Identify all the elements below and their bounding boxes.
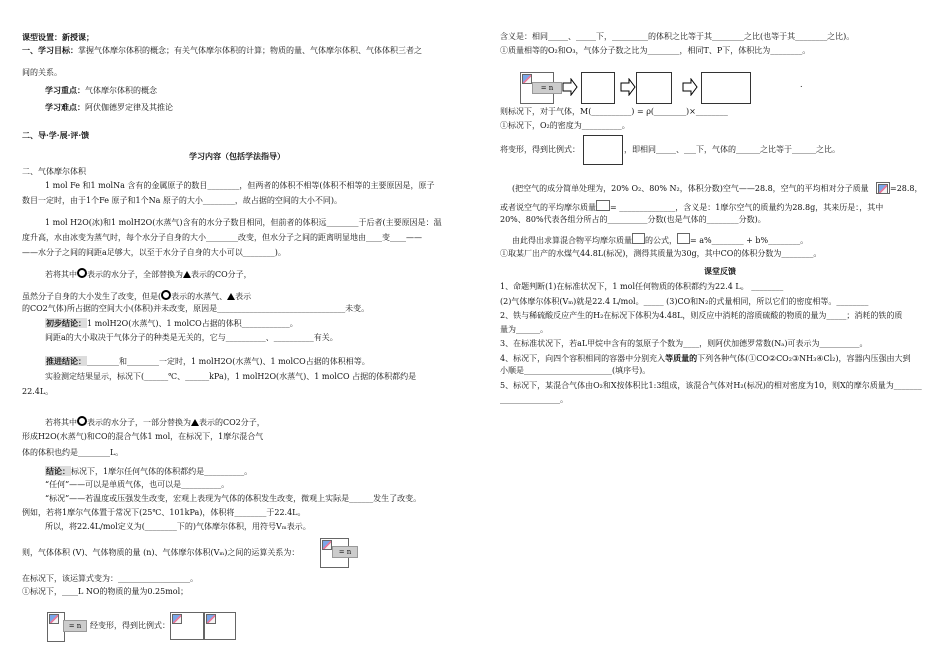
water-molecule-circle-icon (77, 268, 87, 278)
para-fe-na-cont: 数目一定时，由于1个Fe 原子和1个Na 原子的大小________，故占据的空间的大小不同)。 (22, 196, 343, 205)
co2-triangle-icon (227, 293, 235, 300)
mbar-image (596, 200, 610, 211)
goal-heading: 一、学习目标： (22, 45, 78, 55)
right-arrow-icon (562, 78, 578, 96)
example: 例如，若将1摩尔气体置于常况下(25℃、101kPa)，体积将________于22.4L。 (22, 508, 306, 517)
conclusion: 结论：标况下，1摩尔任何气体的体积都约是__________。 (46, 466, 253, 476)
feedback-5b: _______________。 (500, 395, 568, 404)
key-point (45, 85, 157, 96)
feedback-title: 课堂反馈 (704, 266, 736, 276)
para-distance: 间距a的大小取决于气体分子的种类是无关的，它与__________、__________有关。 (45, 333, 338, 342)
formula-box (636, 72, 672, 104)
relation-text: 则，气体体积 (V)、气体物质的量 (n)、气体摩尔体积(Vₘ)之间的运算关系为： (22, 548, 300, 557)
transform-text: 经变形，得到比例式： (90, 621, 170, 630)
feedback-4b: 小顺是______________________(填序号)。 (500, 366, 651, 375)
ratio-box (583, 135, 623, 165)
picture-icon (49, 614, 59, 624)
right-arrow-icon (620, 78, 636, 96)
meaning-line: 含义是：相同_____、_____下，_________的体积之比等于其________之比(也等于其________之比)。 (500, 32, 855, 41)
section-two-heading: 二、导·学·展·评·馈 (22, 130, 90, 140)
feedback-3: 3、在标准状况下，若aL甲烷中含有的氢原子个数为____，则阿伏加德罗常数(Nₐ)可表示为__________。 (500, 339, 868, 348)
picture-icon (522, 74, 532, 84)
para-replace-cont: 虽然分子自身的大小发生了改变，但是( 表示的水蒸气、 表示 (22, 292, 252, 301)
para-replace: 若将其中 表示的水分子，全部替换为 表示的CO分子， (45, 270, 252, 279)
key-heading: 学习重点： (45, 85, 85, 95)
feedback-1b: (2)气体摩尔体积(Vₘ)就是22.4 L/mol。_____ (3)CO和N₂的式量相同，所以它们的密度相等。________ (500, 297, 869, 306)
formula-n: = n (332, 546, 358, 558)
note-any: “任何”——可以是单质气体，也可以是__________。 (45, 480, 230, 489)
feedback-5: 5、标况下，某混合气体由O₂和X按体积比1:3组成，该混合气体对H₂(标况)的相对密度为10，则X的摩尔质量为_______ (500, 381, 922, 390)
picture-icon (172, 614, 182, 624)
formula-box (701, 72, 751, 104)
difficulty (45, 102, 173, 113)
goal-text: 掌握气体摩尔体积的概念；有关气体摩尔体积的计算；物质的量、气体摩尔体积、气体体积三者之 (78, 46, 422, 55)
mbar-image (876, 182, 890, 194)
para-mixture-cont2: 体的体积也约是________L。 (22, 448, 124, 457)
ratio-image (204, 612, 236, 640)
mbar-image (677, 233, 690, 244)
para-water: 1 mol H2O(冰)和1 molH2O(水蒸气)含有的水分子数目相同，但前者的体积远________于后者(主要原因是：温 (45, 218, 442, 227)
ratio-form: 将变形，得到比例式： (500, 145, 580, 154)
mbar-image (632, 233, 645, 244)
co-molecule-triangle-icon (183, 271, 191, 278)
learning-goal (22, 45, 422, 56)
feedback-2: 2、铁与稀硫酸反应产生的H₂在标况下体积为4.48L，则反应中消耗的溶质硫酸的物质的量为_____；消耗的铁的质 (500, 311, 903, 320)
para-water-cont: 度升高，水由冰变为蒸气时，每个水分子自身的大小________改变，但水分子之间的距离明显地由____变____—— (22, 233, 422, 242)
mixture-formula: 由此得出求算混合物平均摩尔质量 的公式， = a%________ + b%________。 (512, 233, 808, 246)
para-fe-na: 1 mol Fe 和1 molNa 含有的金属原子的数目________，但两者的体积不相等(体积不相等的主要原因是，原子 (45, 181, 435, 190)
standard-form: 在标况下，该运算式变为：__________________。 (22, 574, 198, 583)
formula-n: = n (63, 620, 87, 632)
initial-conclusion: 初步结论：1 molH2O(水蒸气)、1 molCO占据的体积____________。 (46, 318, 298, 328)
definition: 所以，将22.4L/mol定义为(________下的)气体摩尔体积，用符号Vₘ表示。 (45, 522, 311, 531)
inferred-conclusion-tag: 推进结论： (46, 356, 86, 366)
water-molecule-circle-icon (77, 416, 87, 426)
formula-box (581, 72, 615, 104)
co2-triangle-icon (191, 419, 199, 426)
para-water-cont2: ——水分子之间的间距a足够大，以至于水分子自身的大小可以________)。 (22, 248, 286, 257)
diff-heading: 学习难点： (45, 102, 85, 112)
right-arrow-icon (682, 78, 698, 96)
content-title: 学习内容（包括学法指导） (189, 151, 285, 161)
course-type: 课型设置：新授课； (22, 32, 94, 42)
para-mixture: 若将其中 表示的水分子，一部分替换为 表示的CO2分子， (45, 418, 265, 427)
sub-heading-molar-volume: 二、气体摩尔体积 (22, 167, 86, 176)
air-composition: (把空气的成分简单处理为，20% O₂、80% N₂，体积分数)空气——28.8，空气的平均相对分子质量 (512, 184, 869, 193)
feedback-1: 1、命题判断(1)在标准状况下，1 mol任何物质的体积都约为22.4 L。 ________ (500, 282, 784, 291)
initial-conclusion-tag: 初步结论： (46, 318, 86, 328)
water-gas-question: ①取某厂出产的水煤气44.8L(标况)，测得其质量为30g，其中CO的体积分数为________。 (500, 249, 822, 258)
para-experiment: 实验测定结果显示，标况下(______℃、______kPa)，1 molH2O(水蒸气)、1 molCO 占据的体积都约是 (45, 372, 417, 381)
para-replace-cont2: 的CO2气体)所占据的空间大小(体积)并未改变，原因是________________________________未变。 (22, 304, 370, 313)
para-mixture-cont: 形成H2O(水蒸气)和CO的混合气体1 mol，在标况下，1摩尔混合气 (22, 432, 264, 441)
goal-text-cont: 间的关系。 (22, 68, 62, 77)
picture-icon (878, 184, 888, 194)
picture-icon (206, 614, 216, 624)
question-one: ①标况下，____L NO的物质的量为0.25mol； (22, 587, 189, 596)
o2-density-question: ①标况下，O₂的密度为__________。 (500, 121, 630, 130)
ratio-image (170, 612, 204, 640)
molar-mass-relation: 则标况下，对于气体，M(__________) = ρ(________)×________ (500, 107, 728, 116)
air-avg-molar-mass: 或者说空气的平均摩尔质量 = ______________，含义是：1摩尔空气的质量约为28.8g，其来历是：，其中 (500, 200, 883, 213)
diff-text: 阿伏伽德罗定律及其推论 (85, 103, 173, 112)
conclusion-tag: 结论： (46, 466, 70, 476)
o2-o3-question: ①质量相等的O₂和O₃，气体分子数之比为________，相同T、P下，体积比为________。 (500, 46, 811, 55)
key-text: 气体摩尔体积的概念 (85, 86, 157, 95)
feedback-4: 4、标况下，向四个容积相同的容器中分别充入等质量的下列各种气体(①CO②CO₂③NH₃④Cl₂)，容器内压强由大到 (500, 353, 911, 363)
note-standard: “标况”——若温度或压强发生改变，宏观上表现为气体的体积发生改变，微观上实际是______发生了改变。 (45, 494, 422, 503)
air-composition-end: =28.8， (890, 184, 923, 193)
fraction-note: 20%、80%代表各组分所占的__________分数(也是气体的________分数)。 (500, 215, 766, 224)
ratio-form-cont: ，即相同_____、___下，气体的______之比等于______之比。 (624, 145, 840, 154)
feedback-2b: 量为______。 (500, 325, 548, 334)
water-molecule-circle-icon (161, 290, 171, 300)
formula-n: = n (532, 82, 562, 94)
inferred-conclusion: 推进结论：________和________一定时，1 molH2O(水蒸气)、1 molCO占据的体积相等。 (46, 356, 370, 366)
para-experiment-cont: 22.4L。 (22, 387, 54, 396)
stray-dot: . (800, 80, 803, 89)
picture-icon (322, 540, 332, 550)
